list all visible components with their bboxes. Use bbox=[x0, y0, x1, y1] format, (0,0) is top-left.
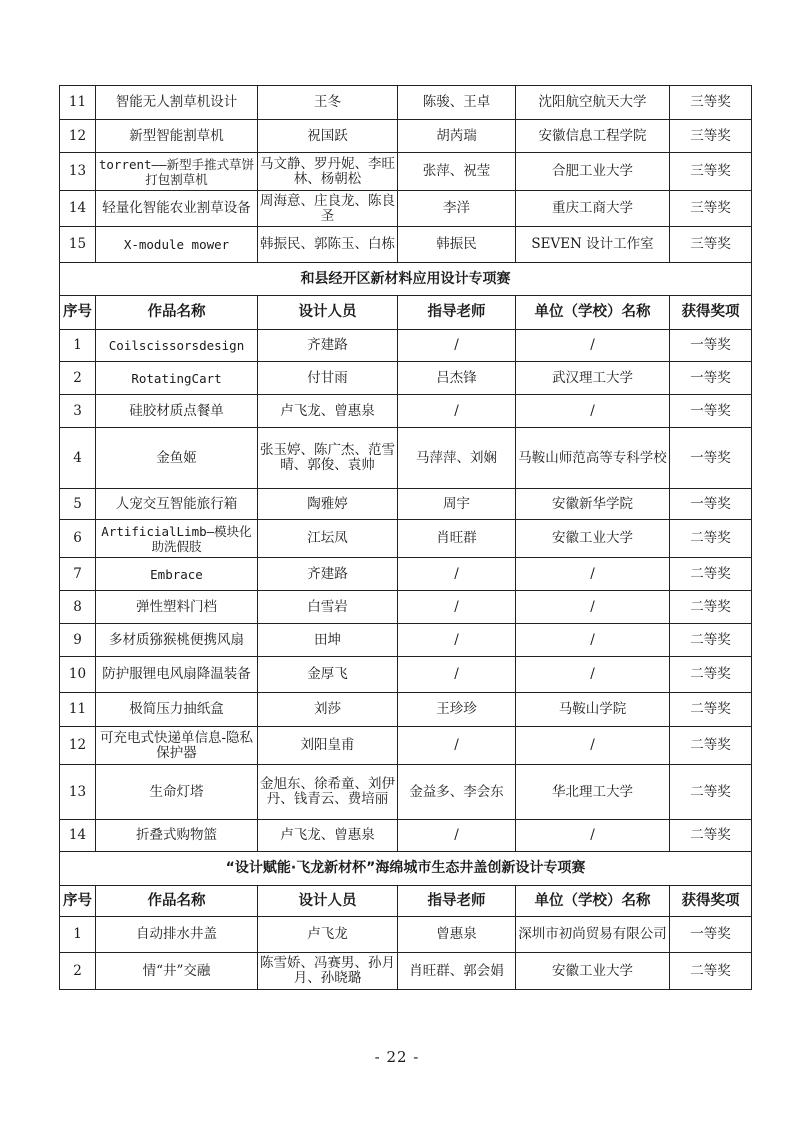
table-row bbox=[60, 227, 752, 263]
unit-name: SEVEN 设计工作室 bbox=[516, 227, 670, 263]
row-number: 11 bbox=[60, 86, 96, 120]
designers: 江坛凤 bbox=[258, 520, 398, 558]
award-level: 二等奖 bbox=[670, 657, 752, 693]
unit-name: / bbox=[516, 727, 670, 765]
award-level: 三等奖 bbox=[670, 120, 752, 153]
award-level: 一等奖 bbox=[670, 330, 752, 362]
row-number: 1 bbox=[60, 917, 96, 953]
table-row bbox=[60, 591, 752, 624]
award-level: 二等奖 bbox=[670, 820, 752, 852]
work-title: 新型智能割草机 bbox=[96, 120, 258, 153]
table-row bbox=[60, 624, 752, 657]
row-number: 14 bbox=[60, 191, 96, 227]
table-row bbox=[60, 820, 752, 852]
advisors: 陈骏、王卓 bbox=[398, 86, 516, 120]
unit-name: / bbox=[516, 395, 670, 428]
header-row bbox=[60, 296, 752, 330]
award-level: 一等奖 bbox=[670, 362, 752, 395]
work-title: 金鱼姬 bbox=[96, 428, 258, 489]
award-level: 三等奖 bbox=[670, 153, 752, 191]
header-row bbox=[60, 886, 752, 917]
designers: 王冬 bbox=[258, 86, 398, 120]
section-title-row bbox=[60, 852, 752, 886]
advisors: 曾惠泉 bbox=[398, 917, 516, 953]
work-title: 自动排水井盖 bbox=[96, 917, 258, 953]
row-number: 11 bbox=[60, 693, 96, 727]
table-row bbox=[60, 657, 752, 693]
advisors: / bbox=[398, 820, 516, 852]
advisors: / bbox=[398, 624, 516, 657]
designers: 白雪岩 bbox=[258, 591, 398, 624]
header-award: 获得奖项 bbox=[670, 886, 752, 917]
table-row bbox=[60, 520, 752, 558]
advisors: 马萍萍、刘娴 bbox=[398, 428, 516, 489]
header-no: 序号 bbox=[60, 886, 96, 917]
designers: 周海意、庄良龙、陈良圣 bbox=[258, 191, 398, 227]
table-row bbox=[60, 153, 752, 191]
unit-name: 沈阳航空航天大学 bbox=[516, 86, 670, 120]
unit-name: / bbox=[516, 591, 670, 624]
row-number: 14 bbox=[60, 820, 96, 852]
award-level: 二等奖 bbox=[670, 624, 752, 657]
unit-name: / bbox=[516, 330, 670, 362]
award-level: 一等奖 bbox=[670, 395, 752, 428]
work-title: X-module mower bbox=[96, 227, 258, 263]
work-title: RotatingCart bbox=[96, 362, 258, 395]
awards-table bbox=[59, 85, 752, 990]
advisors: 韩振民 bbox=[398, 227, 516, 263]
row-number: 2 bbox=[60, 362, 96, 395]
designers: 卢飞龙、曾惠泉 bbox=[258, 820, 398, 852]
work-title: 极简压力抽纸盒 bbox=[96, 693, 258, 727]
table-row bbox=[60, 489, 752, 520]
designers: 付甘雨 bbox=[258, 362, 398, 395]
advisors: 胡芮瑞 bbox=[398, 120, 516, 153]
work-title: 生命灯塔 bbox=[96, 765, 258, 820]
advisors: / bbox=[398, 330, 516, 362]
advisors: 王珍珍 bbox=[398, 693, 516, 727]
table-row bbox=[60, 330, 752, 362]
header-designers: 设计人员 bbox=[258, 886, 398, 917]
designers: 齐建路 bbox=[258, 558, 398, 591]
designers: 陶雅婷 bbox=[258, 489, 398, 520]
designers: 马文静、罗丹妮、李旺林、杨朝松 bbox=[258, 153, 398, 191]
designers: 祝国跃 bbox=[258, 120, 398, 153]
table-row bbox=[60, 395, 752, 428]
row-number: 4 bbox=[60, 428, 96, 489]
header-work: 作品名称 bbox=[96, 296, 258, 330]
row-number: 12 bbox=[60, 120, 96, 153]
work-title: 情“井”交融 bbox=[96, 953, 258, 990]
row-number: 6 bbox=[60, 520, 96, 558]
designers: 刘阳皇甫 bbox=[258, 727, 398, 765]
table-row bbox=[60, 953, 752, 990]
row-number: 1 bbox=[60, 330, 96, 362]
table-row bbox=[60, 120, 752, 153]
unit-name: 华北理工大学 bbox=[516, 765, 670, 820]
award-level: 二等奖 bbox=[670, 953, 752, 990]
award-level: 二等奖 bbox=[670, 765, 752, 820]
unit-name: / bbox=[516, 657, 670, 693]
unit-name: / bbox=[516, 820, 670, 852]
unit-name: 重庆工商大学 bbox=[516, 191, 670, 227]
work-title: ArtificialLimb—模块化助洗假肢 bbox=[96, 520, 258, 558]
work-title: 硅胶材质点餐单 bbox=[96, 395, 258, 428]
unit-name: 马鞍山学院 bbox=[516, 693, 670, 727]
work-title: Coilscissorsdesign bbox=[96, 330, 258, 362]
award-level: 二等奖 bbox=[670, 693, 752, 727]
header-unit: 单位（学校）名称 bbox=[516, 296, 670, 330]
award-level: 三等奖 bbox=[670, 227, 752, 263]
header-designers: 设计人员 bbox=[258, 296, 398, 330]
table-row bbox=[60, 86, 752, 120]
award-level: 一等奖 bbox=[670, 489, 752, 520]
table-row bbox=[60, 428, 752, 489]
work-title: 轻量化智能农业割草设备 bbox=[96, 191, 258, 227]
row-number: 2 bbox=[60, 953, 96, 990]
work-title: 可充电式快递单信息-隐私保护器 bbox=[96, 727, 258, 765]
row-number: 8 bbox=[60, 591, 96, 624]
header-award: 获得奖项 bbox=[670, 296, 752, 330]
award-level: 二等奖 bbox=[670, 558, 752, 591]
section-title-row bbox=[60, 263, 752, 296]
award-level: 二等奖 bbox=[670, 591, 752, 624]
header-work: 作品名称 bbox=[96, 886, 258, 917]
designers: 田坤 bbox=[258, 624, 398, 657]
award-level: 二等奖 bbox=[670, 520, 752, 558]
section-title: 和县经开区新材料应用设计专项赛 bbox=[60, 263, 752, 296]
work-title: 人宠交互智能旅行箱 bbox=[96, 489, 258, 520]
designers: 张玉婷、陈广杰、范雪晴、郭俊、袁帅 bbox=[258, 428, 398, 489]
advisors: 肖旺群、郭会娟 bbox=[398, 953, 516, 990]
award-level: 三等奖 bbox=[670, 86, 752, 120]
row-number: 13 bbox=[60, 765, 96, 820]
advisors: / bbox=[398, 591, 516, 624]
table-row bbox=[60, 558, 752, 591]
unit-name: 深圳市初尚贸易有限公司 bbox=[516, 917, 670, 953]
designers: 韩振民、郭陈玉、白栋 bbox=[258, 227, 398, 263]
work-title: 折叠式购物篮 bbox=[96, 820, 258, 852]
designers: 金厚飞 bbox=[258, 657, 398, 693]
advisors: 金益多、李会东 bbox=[398, 765, 516, 820]
header-advisors: 指导老师 bbox=[398, 296, 516, 330]
table-row bbox=[60, 693, 752, 727]
award-level: 一等奖 bbox=[670, 428, 752, 489]
unit-name: 武汉理工大学 bbox=[516, 362, 670, 395]
advisors: 吕杰锋 bbox=[398, 362, 516, 395]
page-number: - 22 - bbox=[374, 1048, 420, 1066]
work-title: torrent——新型手推式草饼打包割草机 bbox=[96, 153, 258, 191]
advisors: / bbox=[398, 657, 516, 693]
designers: 卢飞龙、曾惠泉 bbox=[258, 395, 398, 428]
row-number: 12 bbox=[60, 727, 96, 765]
unit-name: 安徽工业大学 bbox=[516, 953, 670, 990]
award-level: 二等奖 bbox=[670, 727, 752, 765]
row-number: 9 bbox=[60, 624, 96, 657]
row-number: 3 bbox=[60, 395, 96, 428]
unit-name: / bbox=[516, 624, 670, 657]
designers: 卢飞龙 bbox=[258, 917, 398, 953]
advisors: 李洋 bbox=[398, 191, 516, 227]
section-title: “设计赋能·飞龙新材杯”海绵城市生态井盖创新设计专项赛 bbox=[60, 852, 752, 886]
unit-name: 安徽新华学院 bbox=[516, 489, 670, 520]
table-row bbox=[60, 362, 752, 395]
award-level: 三等奖 bbox=[670, 191, 752, 227]
row-number: 13 bbox=[60, 153, 96, 191]
designers: 刘莎 bbox=[258, 693, 398, 727]
unit-name: 安徽工业大学 bbox=[516, 520, 670, 558]
table-row bbox=[60, 191, 752, 227]
award-level: 一等奖 bbox=[670, 917, 752, 953]
unit-name: 安徽信息工程学院 bbox=[516, 120, 670, 153]
advisors: / bbox=[398, 558, 516, 591]
work-title: 智能无人割草机设计 bbox=[96, 86, 258, 120]
work-title: 防护服锂电风扇降温装备 bbox=[96, 657, 258, 693]
designers: 齐建路 bbox=[258, 330, 398, 362]
row-number: 15 bbox=[60, 227, 96, 263]
work-title: 弹性塑料门档 bbox=[96, 591, 258, 624]
unit-name: / bbox=[516, 558, 670, 591]
designers: 陈雪娇、冯赛男、孙月月、孙晓璐 bbox=[258, 953, 398, 990]
unit-name: 合肥工业大学 bbox=[516, 153, 670, 191]
advisors: / bbox=[398, 395, 516, 428]
header-no: 序号 bbox=[60, 296, 96, 330]
row-number: 5 bbox=[60, 489, 96, 520]
header-advisors: 指导老师 bbox=[398, 886, 516, 917]
work-title: Embrace bbox=[96, 558, 258, 591]
unit-name: 马鞍山师范高等专科学校 bbox=[516, 428, 670, 489]
designers: 金旭东、徐希童、刘伊丹、钱青云、费培丽 bbox=[258, 765, 398, 820]
table-row bbox=[60, 727, 752, 765]
work-title: 多材质猕猴桃便携风扇 bbox=[96, 624, 258, 657]
table-row bbox=[60, 765, 752, 820]
advisors: 肖旺群 bbox=[398, 520, 516, 558]
advisors: / bbox=[398, 727, 516, 765]
table-row bbox=[60, 917, 752, 953]
header-unit: 单位（学校）名称 bbox=[516, 886, 670, 917]
advisors: 周宇 bbox=[398, 489, 516, 520]
row-number: 7 bbox=[60, 558, 96, 591]
row-number: 10 bbox=[60, 657, 96, 693]
advisors: 张萍、祝莹 bbox=[398, 153, 516, 191]
